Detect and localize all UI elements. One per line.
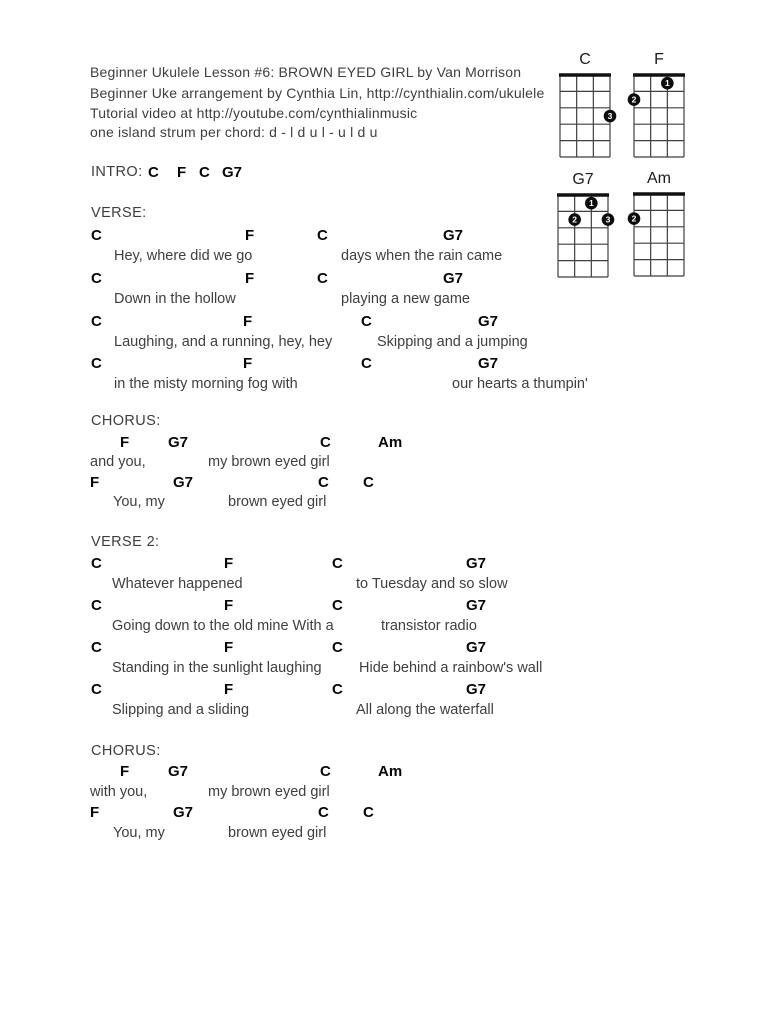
chord-token: C xyxy=(320,434,331,451)
lyric-segment: All along the waterfall xyxy=(356,702,494,718)
section-label-line xyxy=(0,412,768,431)
finger-dot xyxy=(585,197,598,210)
chord-line xyxy=(0,680,768,699)
svg-text:2: 2 xyxy=(631,94,637,105)
header-tutorial-line: Tutorial video at http://youtube.com/cynthialinmusic xyxy=(90,105,418,121)
chord-token: C xyxy=(361,313,372,330)
finger-dot xyxy=(602,213,615,226)
chord-token: C xyxy=(317,227,328,244)
lyric-segment: my brown eyed girl xyxy=(208,454,330,470)
lyric-segment: our hearts a thumpin' xyxy=(452,376,588,392)
chord-line xyxy=(0,473,768,492)
chord-token: C xyxy=(91,313,102,330)
chord-diagram-C xyxy=(550,50,620,166)
lyric-segment: Standing in the sunlight laughing xyxy=(112,660,322,676)
chord-token: F xyxy=(243,355,253,372)
chord-token: C xyxy=(91,597,102,614)
chord-token: Am xyxy=(378,434,403,451)
lyric-segment: brown eyed girl xyxy=(228,825,327,841)
section-label: INTRO: xyxy=(91,164,143,180)
chord-token: F xyxy=(224,639,234,656)
chord-token: C xyxy=(332,597,343,614)
chord-diagram-title: F xyxy=(654,51,664,68)
lyric-line xyxy=(0,617,768,636)
chord-token: G7 xyxy=(222,164,243,181)
chord-token: C xyxy=(199,164,210,181)
chord-token: C xyxy=(318,804,329,821)
chord-token: G7 xyxy=(466,555,487,572)
lyric-segment: transistor radio xyxy=(381,618,477,634)
lyric-segment: You, my xyxy=(113,825,165,841)
header-arrangement-line: Beginner Uke arrangement by Cynthia Lin, http://cynthialin.com/ukulele xyxy=(90,85,545,101)
chord-diagram-G7 xyxy=(548,170,618,286)
svg-text:3: 3 xyxy=(607,111,613,121)
lyric-segment: Down in the hollow xyxy=(114,291,236,307)
chord-token: C xyxy=(91,227,102,244)
svg-text:3: 3 xyxy=(605,214,611,225)
chord-line xyxy=(0,596,768,615)
lyric-segment: Hide behind a rainbow's wall xyxy=(359,660,543,676)
header-title-line: Beginner Ukulele Lesson #6: BROWN EYED GIRL by Van Morrison xyxy=(90,64,522,80)
lyric-line xyxy=(0,375,768,394)
chord-token: C xyxy=(91,555,102,572)
svg-text:1: 1 xyxy=(588,198,594,209)
chord-line xyxy=(0,638,768,657)
chord-token: C xyxy=(363,804,374,821)
chord-token: F xyxy=(177,164,187,181)
chord-token: F xyxy=(224,681,234,698)
lyric-segment: and you, xyxy=(90,454,146,470)
chord-token: G7 xyxy=(466,597,487,614)
lyric-segment: days when the rain came xyxy=(341,248,503,264)
chord-token: C xyxy=(318,474,329,491)
chord-token: C xyxy=(91,270,102,287)
finger-dot xyxy=(661,77,674,90)
chord-diagram-title: G7 xyxy=(572,171,594,188)
chord-token: C xyxy=(320,763,331,780)
finger-dot xyxy=(568,213,581,226)
section-label: VERSE 2: xyxy=(91,534,160,550)
svg-text:2: 2 xyxy=(631,213,637,224)
chord-line xyxy=(0,354,768,373)
lyric-segment: Hey, where did we go xyxy=(114,248,253,264)
section-label: CHORUS: xyxy=(91,413,161,429)
chord-token: C xyxy=(148,164,159,181)
chord-diagram-title: C xyxy=(579,51,591,68)
lyric-segment: my brown eyed girl xyxy=(208,784,330,800)
svg-text:2: 2 xyxy=(572,214,578,225)
lyric-line xyxy=(0,453,768,472)
chord-token: G7 xyxy=(173,804,194,821)
chord-line xyxy=(0,554,768,573)
chord-token: G7 xyxy=(173,474,194,491)
lyric-segment: You, my xyxy=(113,494,165,510)
chord-token: C xyxy=(91,681,102,698)
chord-token: C xyxy=(332,681,343,698)
section-label-line xyxy=(0,533,768,552)
chord-token: F xyxy=(120,434,130,451)
chord-token: F xyxy=(224,555,234,572)
chord-token: F xyxy=(90,474,100,491)
chord-token: Am xyxy=(378,763,403,780)
chord-diagram-F xyxy=(624,50,694,166)
lyric-segment: to Tuesday and so slow xyxy=(356,576,508,592)
chord-token: G7 xyxy=(168,763,189,780)
lyric-line xyxy=(0,783,768,802)
lyric-line xyxy=(0,493,768,512)
chord-token: F xyxy=(224,597,234,614)
lyric-segment: brown eyed girl xyxy=(228,494,327,510)
chord-diagram-Am xyxy=(624,169,694,285)
fretboard-grid xyxy=(624,70,694,166)
chord-line xyxy=(0,433,768,452)
chord-token: G7 xyxy=(478,355,499,372)
section-label: CHORUS: xyxy=(91,743,161,759)
chord-diagram-title: Am xyxy=(647,170,671,187)
lyric-segment: playing a new game xyxy=(341,291,470,307)
section-label-line xyxy=(0,742,768,761)
section-label: VERSE: xyxy=(91,205,147,221)
lyric-line xyxy=(0,701,768,720)
lyric-segment: with you, xyxy=(90,784,148,800)
fretboard-grid xyxy=(624,189,694,285)
lyric-line xyxy=(0,290,768,309)
lyric-segment: in the misty morning fog with xyxy=(114,376,298,392)
lyric-line xyxy=(0,333,768,352)
fretboard-grid xyxy=(548,190,618,286)
chord-token: C xyxy=(91,639,102,656)
chord-token: G7 xyxy=(466,639,487,656)
chord-token: G7 xyxy=(443,227,464,244)
chord-line xyxy=(0,803,768,822)
chord-token: C xyxy=(332,639,343,656)
chord-token: F xyxy=(90,804,100,821)
lyric-segment: Going down to the old mine With a xyxy=(112,618,334,634)
chord-token: C xyxy=(361,355,372,372)
lyric-segment: Skipping and a jumping xyxy=(377,334,528,350)
lyric-line xyxy=(0,575,768,594)
chord-token: G7 xyxy=(443,270,464,287)
finger-dot xyxy=(604,110,617,123)
finger-dot xyxy=(628,212,641,225)
chord-line xyxy=(0,312,768,331)
fretboard-grid xyxy=(550,70,620,166)
chord-token: F xyxy=(120,763,130,780)
chord-token: C xyxy=(317,270,328,287)
lyric-segment: Slipping and a sliding xyxy=(112,702,250,718)
chord-token: G7 xyxy=(466,681,487,698)
chord-token: C xyxy=(363,474,374,491)
chord-line xyxy=(0,762,768,781)
chord-token: C xyxy=(332,555,343,572)
header-strum-line: one island strum per chord: d - l d u l - u l d u xyxy=(90,124,378,140)
chord-token: F xyxy=(245,227,255,244)
chord-token: G7 xyxy=(478,313,499,330)
finger-dot xyxy=(628,93,641,106)
svg-text:1: 1 xyxy=(664,78,670,89)
chord-token: G7 xyxy=(168,434,189,451)
lyric-segment: Laughing, and a running, hey, hey xyxy=(114,334,333,350)
lyric-segment: Whatever happened xyxy=(112,576,243,592)
chord-token: F xyxy=(245,270,255,287)
lyric-line xyxy=(0,824,768,843)
lyric-line xyxy=(0,659,768,678)
chord-token: F xyxy=(243,313,253,330)
chord-token: C xyxy=(91,355,102,372)
